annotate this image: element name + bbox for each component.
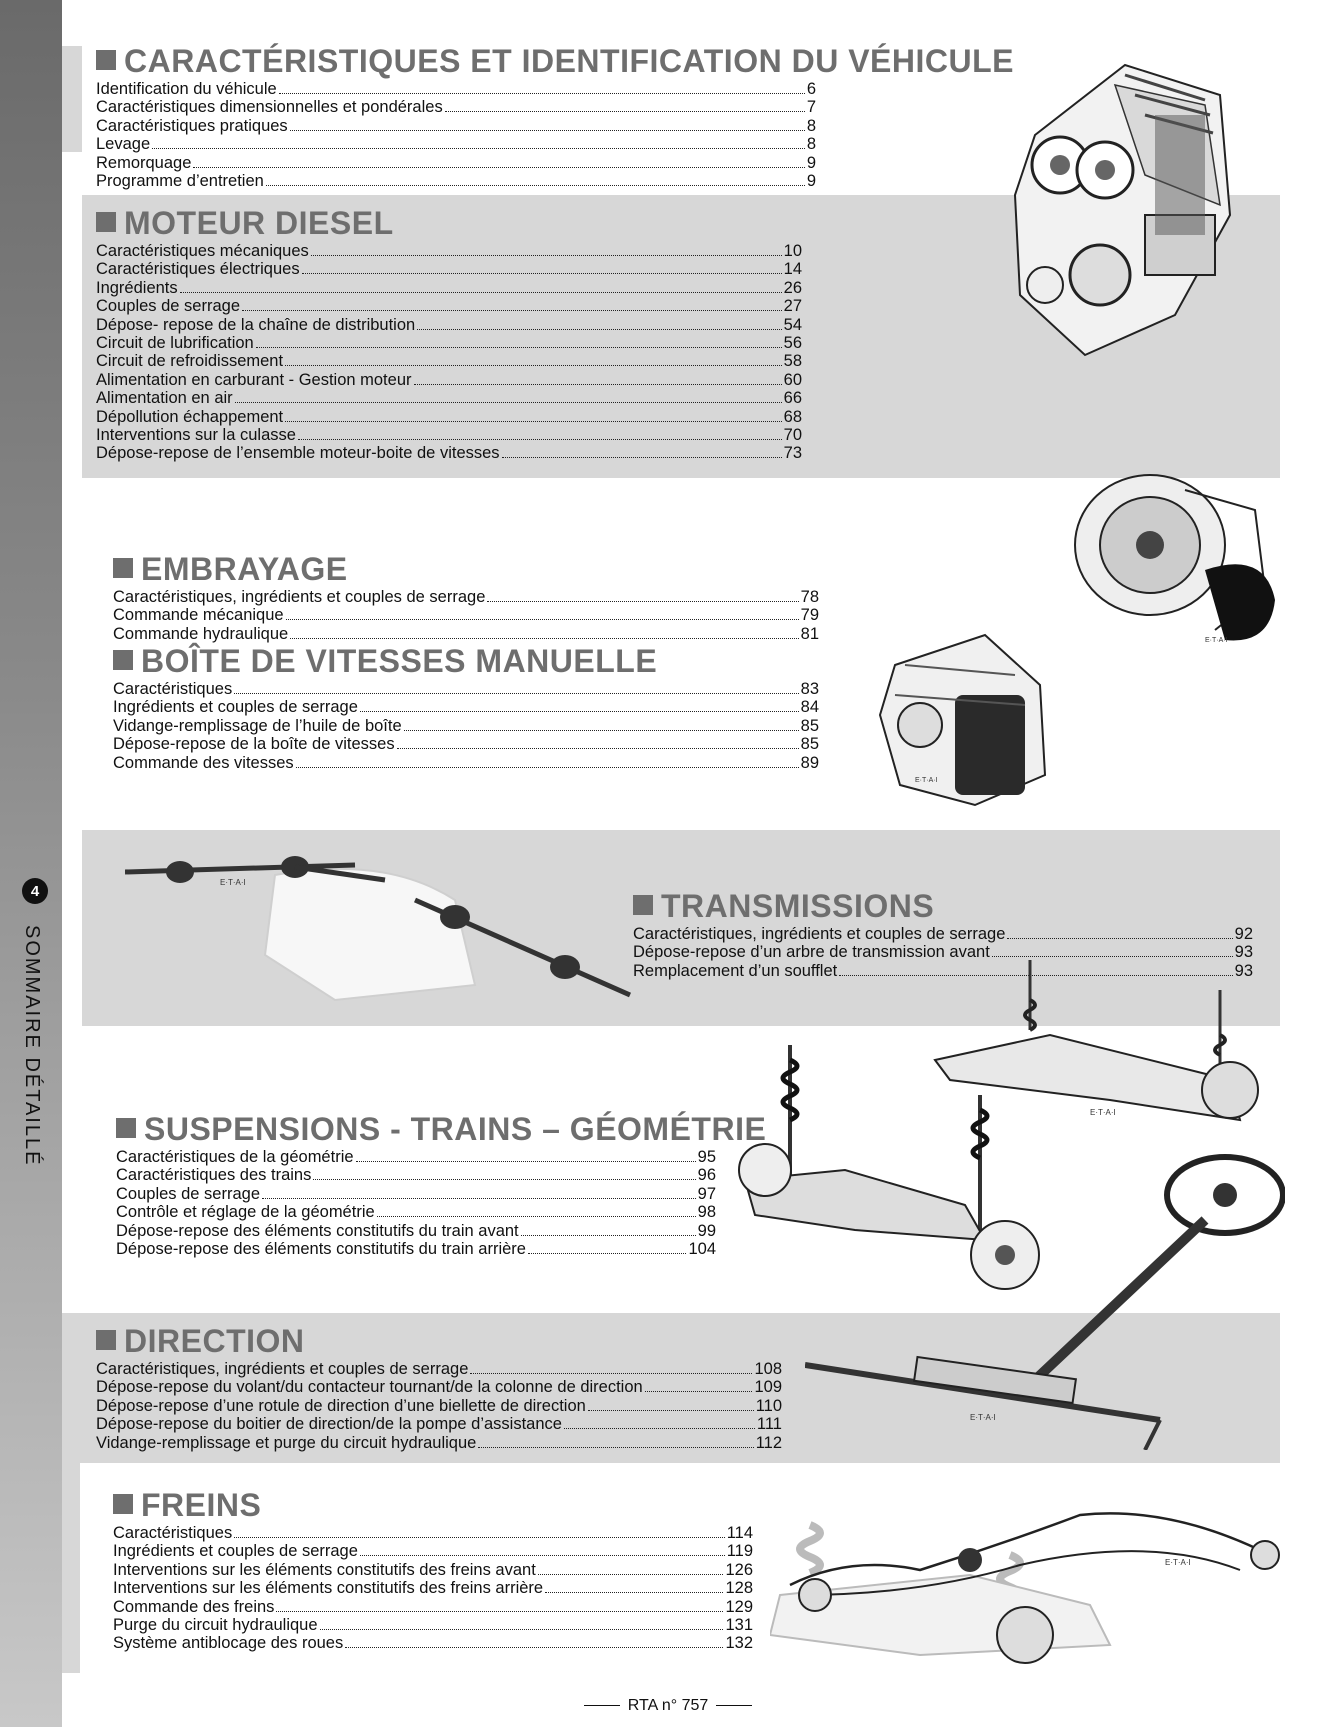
- toc-entry[interactable]: [96, 352, 802, 370]
- toc-entry-page: 114: [726, 1524, 753, 1542]
- toc-entry-title: Caractéristiques, ingrédients et couples de serrage: [633, 925, 1006, 943]
- toc-entry-title: Caractéristiques pratiques: [96, 116, 288, 135]
- steering-icon: [805, 1150, 1285, 1450]
- toc-entry-title: Vidange-remplissage de l’huile de boîte: [113, 716, 402, 735]
- dot-leader: [992, 956, 1233, 957]
- dot-leader: [478, 1447, 753, 1448]
- dot-leader: [262, 1198, 696, 1199]
- toc-entry[interactable]: [96, 297, 802, 315]
- toc-list: [96, 80, 816, 190]
- toc-entry-page: 84: [800, 698, 819, 717]
- toc-entry-title: Caractéristiques: [113, 680, 233, 698]
- section-title: SUSPENSIONS - TRAINS – GÉOMÉTRIE: [116, 1112, 716, 1146]
- toc-entry-page: 60: [783, 370, 802, 389]
- toc-entry-page: 98: [697, 1203, 716, 1222]
- toc-entry-title: Alimentation en carburant - Gestion moteur: [96, 370, 412, 389]
- toc-entry-title: Caractéristiques mécaniques: [96, 242, 309, 260]
- dot-leader: [502, 457, 782, 458]
- toc-entry-title: Dépose-repose d’un arbre de transmission avant: [633, 943, 990, 962]
- dot-leader: [234, 693, 798, 694]
- toc-entry-title: Identification du véhicule: [96, 80, 277, 98]
- toc-entry-page: 54: [783, 315, 802, 334]
- dot-leader: [360, 1555, 725, 1556]
- section-suspensions: [116, 1111, 767, 1258]
- toc-entry-title: Vidange-remplissage et purge du circuit hydraulique: [96, 1433, 477, 1452]
- section-title: TRANSMISSIONS: [633, 889, 1253, 923]
- toc-entry-title: Interventions sur les éléments constitutifs des freins arrière: [113, 1579, 544, 1598]
- toc-entry-page: 81: [800, 624, 819, 643]
- toc-entry-title: Programme d’entretien: [96, 171, 264, 190]
- toc-entry-page: 92: [1234, 925, 1253, 943]
- toc-entry-page: 96: [697, 1166, 716, 1185]
- toc-entry-page: 14: [783, 260, 802, 279]
- toc-entry[interactable]: [113, 1634, 753, 1652]
- toc-list: [96, 242, 802, 463]
- dot-leader: [414, 384, 782, 385]
- toc-entry[interactable]: [113, 1616, 753, 1634]
- dot-leader: [320, 1629, 724, 1630]
- toc-entry[interactable]: [96, 444, 802, 462]
- toc-entry[interactable]: [96, 389, 802, 407]
- toc-entry-page: 85: [800, 735, 819, 754]
- dot-leader: [180, 292, 782, 293]
- toc-entry-title: Interventions sur les éléments constitutifs des freins avant: [113, 1560, 536, 1579]
- toc-entry[interactable]: [96, 117, 816, 135]
- dot-leader: [296, 767, 799, 768]
- dot-leader: [1007, 938, 1232, 939]
- toc-list: [113, 588, 819, 643]
- toc-entry-page: 128: [725, 1579, 753, 1598]
- toc-entry[interactable]: [96, 98, 816, 116]
- dot-leader: [417, 329, 781, 330]
- toc-entry[interactable]: [113, 625, 819, 643]
- toc-entry-page: 7: [806, 98, 816, 117]
- toc-entry[interactable]: [96, 1397, 782, 1415]
- dot-leader: [377, 1216, 696, 1217]
- dot-leader: [564, 1428, 755, 1429]
- toc-entry-title: Système antiblocage des roues: [113, 1634, 344, 1653]
- dot-leader: [286, 619, 799, 620]
- toc-entry[interactable]: [96, 1378, 782, 1396]
- toc-entry[interactable]: [113, 680, 819, 698]
- toc-entry-page: 93: [1234, 943, 1253, 962]
- toc-list: [116, 1148, 716, 1258]
- toc-entry-page: 110: [755, 1396, 782, 1415]
- dot-leader: [313, 1179, 695, 1180]
- toc-entry-page: 111: [756, 1415, 782, 1434]
- dot-leader: [193, 167, 804, 168]
- sidebar-label: SOMMAIRE DÉTAILLÉ: [21, 925, 43, 1167]
- toc-entry[interactable]: [113, 698, 819, 716]
- toc-entry-page: 10: [783, 242, 802, 260]
- toc-entry-title: Ingrédients et couples de serrage: [113, 698, 358, 717]
- dot-leader: [298, 439, 782, 440]
- toc-entry[interactable]: [113, 717, 819, 735]
- dot-leader: [404, 730, 799, 731]
- dot-leader: [521, 1235, 696, 1236]
- toc-entry-title: Couples de serrage: [116, 1184, 261, 1203]
- toc-entry[interactable]: [96, 334, 802, 352]
- dot-leader: [487, 601, 798, 602]
- toc-entry-title: Interventions sur la culasse: [96, 425, 296, 444]
- dot-leader: [311, 255, 782, 256]
- toc-entry-title: Dépose-repose du boitier de direction/de la pompe d’assistance: [96, 1415, 562, 1434]
- toc-entry-page: 27: [783, 297, 802, 316]
- toc-entry[interactable]: [96, 135, 816, 153]
- dot-leader: [445, 111, 805, 112]
- dot-leader: [279, 93, 805, 94]
- toc-entry-title: Alimentation en air: [96, 389, 233, 408]
- toc-entry-page: 85: [800, 716, 819, 735]
- toc-entry-title: Circuit de lubrification: [96, 333, 254, 352]
- dot-leader: [528, 1253, 687, 1254]
- dot-leader: [256, 347, 782, 348]
- engine-icon: [1005, 55, 1240, 360]
- toc-entry-title: Contrôle et réglage de la géométrie: [116, 1203, 375, 1222]
- toc-entry-page: 93: [1234, 961, 1253, 980]
- band-vehicule: [62, 46, 82, 152]
- toc-entry-title: Ingrédients et couples de serrage: [113, 1542, 358, 1561]
- toc-entry-page: 126: [725, 1560, 753, 1579]
- toc-entry-page: 97: [697, 1184, 716, 1203]
- section-vehicule: [96, 43, 1014, 190]
- toc-list: [96, 1360, 782, 1452]
- svg-text:E·T·A·I: E·T·A·I: [915, 777, 938, 784]
- sidebar-strip: [0, 0, 62, 1727]
- toc-entry[interactable]: [96, 172, 816, 190]
- dot-leader: [356, 1161, 696, 1162]
- toc-entry[interactable]: [96, 1415, 782, 1433]
- toc-entry-page: 58: [783, 352, 802, 371]
- toc-entry-page: 6: [806, 80, 816, 98]
- toc-entry-page: 68: [783, 407, 802, 426]
- brake-system-icon: [770, 1485, 1285, 1670]
- toc-entry-title: Commande mécanique: [113, 606, 284, 625]
- dot-leader: [538, 1574, 724, 1575]
- toc-entry[interactable]: [96, 316, 802, 334]
- section-title: FREINS: [113, 1488, 753, 1522]
- toc-entry-title: Dépose-repose des éléments constitutifs du train arrière: [116, 1239, 526, 1258]
- toc-entry-title: Dépose- repose de la chaîne de distribution: [96, 315, 416, 334]
- toc-entry-title: Couples de serrage: [96, 297, 241, 316]
- toc-entry-page: 79: [800, 606, 819, 625]
- dot-leader: [345, 1647, 723, 1648]
- toc-entry-page: 132: [725, 1634, 753, 1653]
- toc-entry-title: Caractéristiques de la géométrie: [116, 1148, 354, 1166]
- toc-entry[interactable]: [113, 1542, 753, 1560]
- clutch-icon: [1065, 470, 1280, 650]
- toc-entry-page: 83: [800, 680, 819, 698]
- section-boite: [113, 644, 819, 772]
- toc-entry[interactable]: [633, 925, 1253, 943]
- toc-entry[interactable]: [96, 242, 802, 260]
- toc-entry[interactable]: [113, 754, 819, 772]
- toc-entry[interactable]: [96, 408, 802, 426]
- section-title: EMBRAYAGE: [113, 552, 819, 586]
- section-title: DIRECTION: [96, 1324, 782, 1358]
- toc-entry[interactable]: [116, 1148, 716, 1166]
- dot-leader: [152, 148, 805, 149]
- section-direction: [96, 1324, 782, 1452]
- toc-entry[interactable]: [96, 80, 816, 98]
- section-embrayage: [113, 552, 819, 643]
- toc-entry[interactable]: [113, 588, 819, 606]
- dot-leader: [285, 421, 782, 422]
- dot-leader: [276, 1611, 723, 1612]
- toc-entry-title: Commande des freins: [113, 1597, 275, 1616]
- toc-entry-title: Caractéristiques, ingrédients et couples de serrage: [113, 588, 486, 606]
- toc-entry-page: 129: [725, 1597, 753, 1616]
- toc-entry-title: Caractéristiques: [113, 1524, 233, 1542]
- page-number-badge: 4: [22, 878, 48, 904]
- toc-entry[interactable]: [116, 1203, 716, 1221]
- toc-entry[interactable]: [96, 279, 802, 297]
- toc-entry-title: Commande hydraulique: [113, 624, 289, 643]
- toc-entry-page: 66: [783, 389, 802, 408]
- page-footer: [0, 1697, 1336, 1715]
- toc-entry-page: 9: [806, 171, 816, 190]
- svg-text:E·T·A·I: E·T·A·I: [1205, 637, 1228, 644]
- footer-text: RTA n° 757: [627, 1697, 709, 1714]
- dot-leader: [360, 711, 799, 712]
- toc-entry[interactable]: [96, 426, 802, 444]
- dot-leader: [234, 1537, 724, 1538]
- toc-entry[interactable]: [113, 1524, 753, 1542]
- gearbox-icon: [875, 625, 1055, 810]
- toc-entry-page: 78: [800, 588, 819, 606]
- dot-leader: [302, 273, 782, 274]
- dot-leader: [470, 1373, 752, 1374]
- toc-entry[interactable]: [113, 606, 819, 624]
- toc-entry-page: 112: [755, 1433, 782, 1452]
- dot-leader: [242, 310, 782, 311]
- toc-entry[interactable]: [116, 1222, 716, 1240]
- toc-entry[interactable]: [113, 1598, 753, 1616]
- toc-entry[interactable]: [96, 154, 816, 172]
- toc-entry-title: Dépollution échappement: [96, 407, 284, 426]
- toc-entry-page: 26: [783, 278, 802, 297]
- toc-entry-page: 70: [783, 425, 802, 444]
- toc-entry-page: 73: [783, 444, 802, 463]
- toc-entry-title: Circuit de refroidissement: [96, 352, 284, 371]
- svg-text:E·T·A·I: E·T·A·I: [1090, 1108, 1116, 1117]
- svg-text:E·T·A·I: E·T·A·I: [220, 878, 246, 887]
- toc-entry-page: 104: [688, 1239, 716, 1258]
- toc-entry-page: 99: [697, 1221, 716, 1240]
- toc-entry-page: 56: [783, 333, 802, 352]
- section-title: MOTEUR DIESEL: [96, 206, 802, 240]
- section-freins: [113, 1488, 753, 1653]
- dot-leader: [235, 402, 782, 403]
- toc-entry[interactable]: [113, 1579, 753, 1597]
- dot-leader: [290, 638, 798, 639]
- svg-text:E·T·A·I: E·T·A·I: [1165, 1558, 1191, 1567]
- svg-text:E·T·A·I: E·T·A·I: [970, 1413, 996, 1422]
- toc-entry-title: Ingrédients: [96, 278, 178, 297]
- toc-entry-page: 89: [800, 753, 819, 772]
- toc-entry-page: 9: [806, 153, 816, 172]
- toc-entry-title: Remplacement d’un soufflet: [633, 961, 838, 980]
- toc-entry-title: Dépose-repose d’une rotule de direction d’une biellette de direction: [96, 1396, 586, 1415]
- section-title: CARACTÉRISTIQUES ET IDENTIFICATION DU VÉHICULE: [96, 44, 816, 78]
- toc-entry[interactable]: [116, 1166, 716, 1184]
- toc-entry-title: Dépose-repose de la boîte de vitesses: [113, 735, 395, 754]
- toc-entry-title: Dépose-repose des éléments constitutifs du train avant: [116, 1221, 519, 1240]
- toc-entry[interactable]: [116, 1240, 716, 1258]
- toc-entry-title: Dépose-repose du volant/du contacteur tournant/de la colonne de direction: [96, 1378, 643, 1397]
- dot-leader: [266, 185, 805, 186]
- toc-entry[interactable]: [96, 260, 802, 278]
- toc-entry-page: 109: [754, 1378, 782, 1397]
- toc-entry-page: 108: [754, 1360, 782, 1378]
- driveshaft-icon: [125, 845, 635, 1005]
- toc-list: [113, 680, 819, 772]
- toc-entry-page: 95: [697, 1148, 716, 1166]
- dot-leader: [545, 1592, 723, 1593]
- toc-entry[interactable]: [113, 735, 819, 753]
- toc-entry[interactable]: [116, 1185, 716, 1203]
- dot-leader: [397, 748, 799, 749]
- toc-entry-title: Remorquage: [96, 153, 192, 172]
- section-moteur: [96, 206, 802, 463]
- toc-entry-title: Dépose-repose de l’ensemble moteur-boite de vitesses: [96, 444, 500, 463]
- dot-leader: [588, 1410, 754, 1411]
- toc-entry-page: 119: [726, 1542, 753, 1561]
- toc-entry[interactable]: [96, 1434, 782, 1452]
- section-title: BOÎTE DE VITESSES MANUELLE: [113, 644, 819, 678]
- toc-entry-title: Caractéristiques dimensionnelles et pondérales: [96, 98, 443, 117]
- dot-leader: [290, 130, 805, 131]
- toc-list: [113, 1524, 753, 1653]
- dot-leader: [285, 365, 782, 366]
- toc-entry[interactable]: [96, 1360, 782, 1378]
- toc-entry-title: Purge du circuit hydraulique: [113, 1615, 318, 1634]
- dot-leader: [645, 1391, 753, 1392]
- toc-entry-page: 8: [806, 116, 816, 135]
- toc-entry-title: Levage: [96, 135, 151, 154]
- toc-entry-title: Caractéristiques, ingrédients et couples de serrage: [96, 1360, 469, 1378]
- toc-entry-title: Caractéristiques électriques: [96, 260, 300, 279]
- toc-entry[interactable]: [96, 371, 802, 389]
- toc-entry-page: 131: [725, 1615, 753, 1634]
- toc-entry-title: Caractéristiques des trains: [116, 1166, 312, 1185]
- toc-entry[interactable]: [113, 1561, 753, 1579]
- toc-entry-title: Commande des vitesses: [113, 753, 294, 772]
- band-freins-edge: [62, 1463, 80, 1673]
- toc-entry-page: 8: [806, 135, 816, 154]
